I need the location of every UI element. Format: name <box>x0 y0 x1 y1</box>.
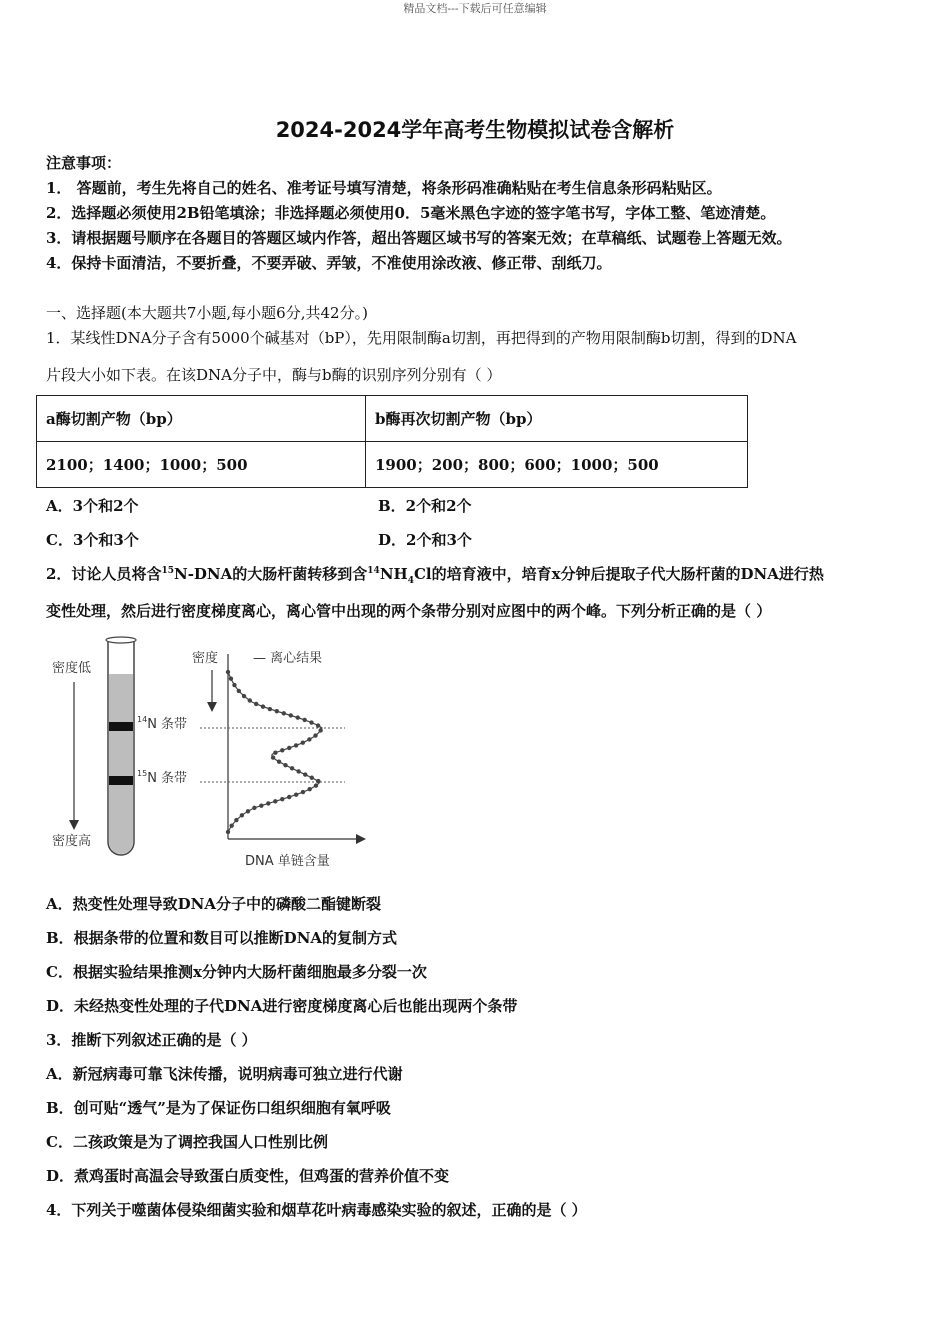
curve-dot <box>307 737 311 741</box>
q3-option-b: B．创可贴“透气”是为了保证伤口组织细胞有氧呼吸 <box>46 1099 391 1117</box>
q2-option-b: B．根据条带的位置和数目可以推断DNA的复制方式 <box>46 929 398 947</box>
curve-dot <box>289 713 293 717</box>
density-axis-label: 密度 <box>192 651 219 666</box>
curve-dot <box>287 746 291 750</box>
notice-item: 3．请根据题号顺序在各题目的答题区域内作答，超出答题区域书写的答案无效；在草稿纸、试题卷上答题无效。 <box>46 229 792 247</box>
curve-dot <box>248 698 252 702</box>
curve-dot <box>275 709 279 713</box>
curve-dot <box>307 787 311 791</box>
q2-option-c: C．根据实验结果推测x分钟内大肠杆菌细胞最多分裂一次 <box>46 963 427 981</box>
curve-dot <box>237 689 241 693</box>
curve-dot <box>310 776 314 780</box>
curve-dot <box>318 728 322 732</box>
curve-dot <box>301 740 305 744</box>
tube-rim <box>106 637 136 643</box>
curve-dot <box>232 683 236 687</box>
curve-dot <box>290 766 294 770</box>
curve-dot <box>259 803 263 807</box>
q2-text: N-DNA的大肠杆菌转移到含 <box>173 565 368 583</box>
curve-dot <box>273 799 277 803</box>
curve-dot <box>313 733 317 737</box>
arrow-head-icon <box>356 834 366 844</box>
q3-option-a: A．新冠病毒可靠飞沫传播，说明病毒可独立进行代谢 <box>46 1065 403 1083</box>
q2-isotope: 15 <box>161 566 174 576</box>
table-row <box>37 442 748 488</box>
curve-dot <box>266 801 270 805</box>
curve-dot <box>296 715 300 719</box>
notice-heading: 注意事项： <box>46 154 122 172</box>
table-cell: 2100；1400；1000；500 <box>37 442 366 488</box>
q1-option-a: A．3个和2个 <box>46 497 139 515</box>
curve-dot <box>301 790 305 794</box>
curve-dot <box>314 783 318 787</box>
band-15n-label: $^{15}$N 条带 <box>137 769 188 786</box>
curve-dot <box>287 795 291 799</box>
x-axis-label: DNA 单链含量 <box>245 854 330 869</box>
curve-dot <box>302 718 306 722</box>
notice-item: 4．保持卡面清洁，不要折叠，不要弄破、弄皱，不准使用涂改液、修正带、刮纸刀。 <box>46 254 612 272</box>
curve-dot <box>294 792 298 796</box>
curve-dot <box>252 806 256 810</box>
curve-dot <box>261 704 265 708</box>
question-3-stem: 3．推断下列叙述正确的是（ ） <box>46 1031 257 1049</box>
q3-option-d: D．煮鸡蛋时高温会导致蛋白质变性，但鸡蛋的营养价值不变 <box>46 1167 450 1185</box>
table-header-cell: a酶切割产物（bp） <box>37 396 366 442</box>
density-high-label: 密度高 <box>52 834 92 849</box>
curve-dot <box>242 694 246 698</box>
q2-option-d: D．未经热变性处理的子代DNA进行密度梯度离心后也能出现两个条带 <box>46 997 518 1015</box>
q2-isotope: 14 <box>367 566 380 576</box>
curve-dot <box>280 748 284 752</box>
tube-liquid <box>109 674 133 854</box>
curve-dot <box>226 830 230 834</box>
arrow-head-icon <box>207 702 217 712</box>
curve-dot <box>229 824 233 828</box>
q1-option-c: C．3个和3个 <box>46 531 139 549</box>
curve-dot <box>283 763 287 767</box>
curve-dot <box>246 809 250 813</box>
section-heading: 一、选择题(本大题共7小题,每小题6分,共42分。) <box>46 304 368 322</box>
curve-data-points <box>226 670 323 834</box>
band-14n-label: $^{14}$N 条带 <box>137 715 188 732</box>
curve-dot <box>296 769 300 773</box>
band-14n <box>109 722 133 731</box>
curve-dot <box>273 751 277 755</box>
q2-text: 2．讨论人员将含 <box>46 565 162 583</box>
question-1-stem-cont: 片段大小如下表。在该DNA分子中，酶与b酶的识别序列分别有（ ） <box>46 366 502 384</box>
curve-dot <box>303 772 307 776</box>
band-15n <box>109 776 133 785</box>
q2-option-a: A．热变性处理导致DNA分子中的磷酸二酯键断裂 <box>46 895 381 913</box>
density-low-label: 密度低 <box>52 661 92 676</box>
curve-dot <box>271 755 275 759</box>
enzyme-table <box>36 395 748 488</box>
q2-subscript: 4 <box>407 576 414 586</box>
table-row <box>37 396 748 442</box>
q1-option-d: D．2个和3个 <box>378 531 472 549</box>
table-cell: 1900；200；800；600；1000；500 <box>366 442 748 488</box>
curve-dot <box>234 818 238 822</box>
q1-option-b: B．2个和2个 <box>378 497 472 515</box>
curve-dot <box>316 723 320 727</box>
notice-item: 1． 答题前，考生先将自己的姓名、准考证号填写清楚，将条形码准确粘贴在考生信息条形码粘贴区。 <box>46 179 722 197</box>
curve-dot <box>226 670 230 674</box>
question-1-stem: 1．某线性DNA分子含有5000个碱基对（bP），先用限制酶a切割，再把得到的产物用限制酶b切割，得到的DNA <box>46 329 797 347</box>
notice-item: 2．选择题必须使用2B铅笔填涂；非选择题必须使用0．5毫米黑色字迹的签字笔书写，字体工整、笔迹清楚。 <box>46 204 776 222</box>
question-2-stem-cont: 变性处理，然后进行密度梯度离心，离心管中出现的两个条带分别对应图中的两个峰。下列分析正确的是（ ） <box>46 602 772 620</box>
curve-dot <box>254 702 258 706</box>
question-4-stem: 4．下列关于噬菌体侵染细菌实验和烟草花叶病毒感染实验的叙述，正确的是（ ） <box>46 1201 587 1219</box>
curve-dot <box>309 720 313 724</box>
curve-dot <box>240 813 244 817</box>
curve-dot <box>280 797 284 801</box>
curve-dot <box>294 743 298 747</box>
centrifuge-figure <box>40 632 400 877</box>
arrow-head-icon <box>69 820 79 830</box>
q2-text: NH <box>379 565 408 583</box>
curve-dot <box>316 779 320 783</box>
legend-label: — 离心结果 <box>253 651 323 666</box>
curve-dot <box>277 760 281 764</box>
q2-text: Cl的培育液中，培育x分钟后提取子代大肠杆菌的DNA进行热 <box>413 565 824 583</box>
page-header: 精品文档---下载后可任意编辑 <box>403 2 547 15</box>
curve-dot <box>282 711 286 715</box>
curve-dot <box>268 707 272 711</box>
page-title: 2024-2024学年高考生物模拟试卷含解析 <box>275 118 675 142</box>
q3-option-c: C．二孩政策是为了调控我国人口性别比例 <box>46 1133 328 1151</box>
curve-dot <box>229 676 233 680</box>
table-header-cell: b酶再次切割产物（bp） <box>366 396 748 442</box>
question-2-stem <box>46 563 824 584</box>
